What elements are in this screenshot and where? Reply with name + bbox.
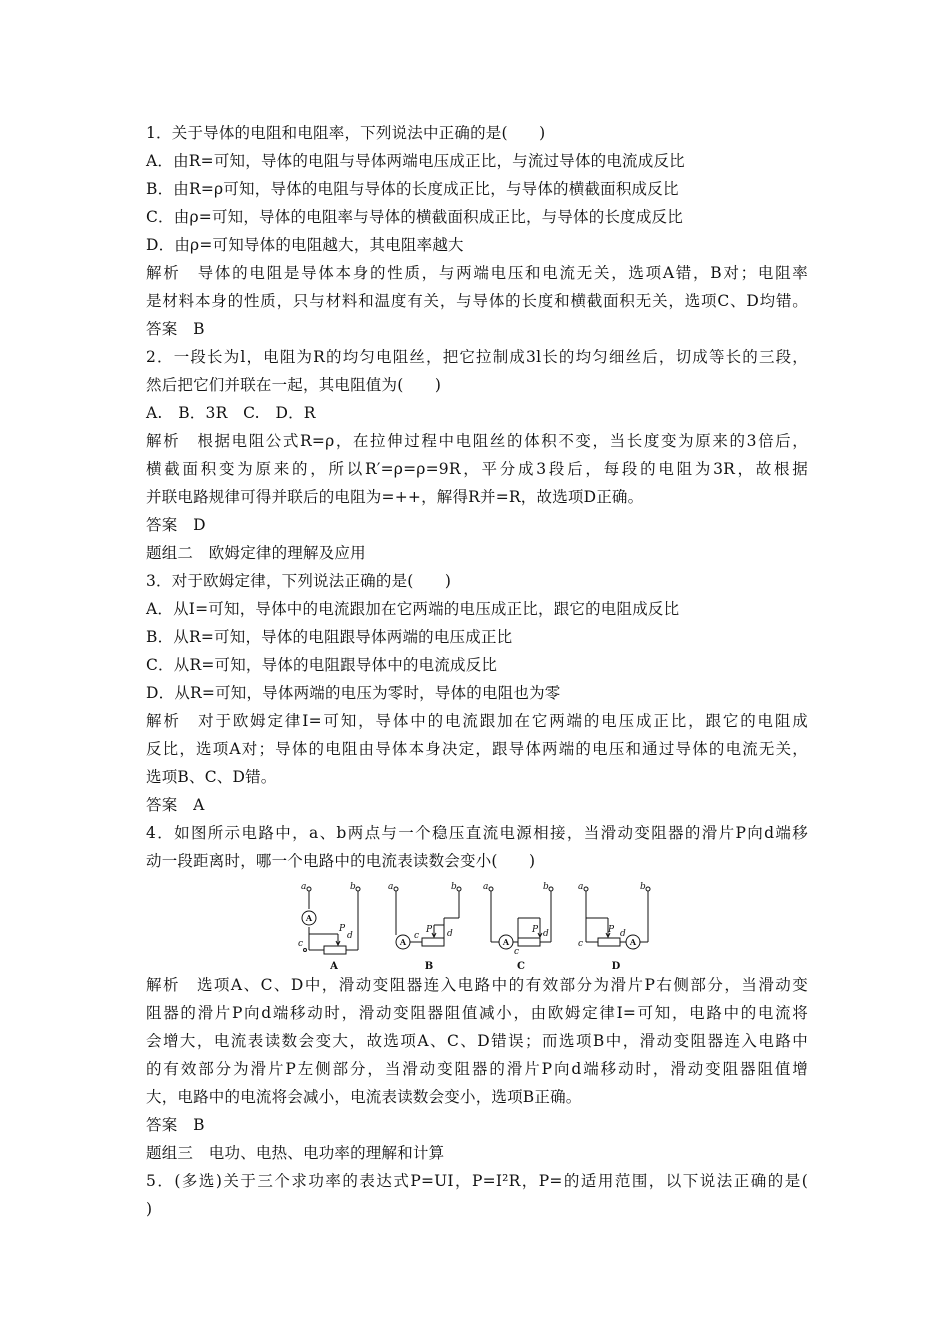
- label-a-terminal-d: d: [347, 931, 353, 941]
- label-b-terminal-d: d: [447, 929, 453, 939]
- q3-analysis-line-1: 解析 对于欧姆定律I=可知，导体中的电流跟加在它两端的电压成正比，跟它的电阻成: [146, 712, 808, 730]
- label-c-terminal-b: b: [543, 882, 549, 892]
- q3-option-c: C．从R=可知，导体的电阻跟导体中的电流成反比: [146, 656, 498, 674]
- q4-analysis-line-4: 的有效部分为滑片P左侧部分，当滑动变阻器的滑片P向d端移动时，滑动变阻器阻值增: [146, 1060, 808, 1078]
- group-2-heading: 题组二 欧姆定律的理解及应用: [146, 544, 366, 562]
- q1-option-b: B．由R=ρ可知，导体的电阻与导体的长度成正比，与导体的横截面积成反比: [146, 180, 679, 198]
- label-d-terminal-b: b: [640, 882, 646, 892]
- label-a-terminal-b: b: [350, 882, 356, 892]
- q4-answer: 答案 B: [146, 1116, 205, 1134]
- q3-option-a: A．从I=可知，导体中的电流跟加在它两端的电压成正比，跟它的电阻成反比: [146, 600, 680, 618]
- ammeter-d-symbol: A: [629, 937, 637, 947]
- label-c-terminal-c: c: [514, 947, 520, 957]
- label-c-terminal-d: d: [543, 929, 549, 939]
- q4-analysis-line-5: 大，电路中的电流将会减小，电流表读数会变小，选项B正确。: [146, 1088, 582, 1106]
- q2-stem-line-2: 然后把它们并联在一起，其电阻值为( ): [146, 376, 442, 394]
- label-b-terminal-c: c: [414, 931, 420, 941]
- label-d-terminal-a: a: [578, 882, 584, 892]
- circuit-panel-d: [584, 887, 650, 949]
- label-d-slider: P: [608, 925, 615, 935]
- q2-analysis-line-3: 并联电路规律可得并联后的电阻为=++，解得R并=R，故选项D正确。: [146, 488, 644, 506]
- label-a-terminal-c: c: [298, 939, 304, 949]
- q2-analysis-line-2: 横截面积变为原来的，所以R′=ρ=ρ=9R，平分成3段后，每段的电阻为3R，故根据: [146, 460, 808, 478]
- q1-option-c: C．由ρ=可知，导体的电阻率与导体的横截面积成正比，与导体的长度成反比: [146, 208, 683, 226]
- q1-option-d: D．由ρ=可知导体的电阻越大，其电阻率越大: [146, 236, 464, 254]
- q5-stem-line-2: ): [146, 1200, 153, 1218]
- q3-analysis-line-2: 反比，选项A对；导体的电阻由导体本身决定，跟导体两端的电压和通过导体的电流无关，: [146, 740, 808, 758]
- q2-answer: 答案 D: [146, 516, 206, 534]
- label-c-terminal-a: a: [483, 882, 489, 892]
- q3-option-b: B．从R=可知，导体的电阻跟导体两端的电压成正比: [146, 628, 513, 646]
- group-3-heading: 题组三 电功、电热、电功率的理解和计算: [146, 1144, 445, 1162]
- label-c-slider: P: [532, 925, 539, 935]
- q4-stem-line-1: 4．如图所示电路中，a、b两点与一个稳压直流电源相接，当滑动变阻器的滑片P向d端移: [146, 824, 808, 842]
- circuit-panel-c: [489, 887, 553, 949]
- q2-stem-line-1: 2．一段长为l，电阻为R的均匀电阻丝，把它拉制成3l长的均匀细丝后，切成等长的三段，: [146, 348, 808, 366]
- q1-answer: 答案 B: [146, 320, 205, 338]
- circuit-figure: [296, 880, 658, 972]
- label-a-terminal-a: a: [301, 882, 307, 892]
- ammeter-b-symbol: A: [399, 937, 407, 947]
- q2-analysis-line-1: 解析 根据电阻公式R=ρ，在拉伸过程中电阻丝的体积不变，当长度变为原来的3倍后，: [146, 432, 808, 450]
- q1-analysis-line-2: 是材料本身的性质，只与材料和温度有关，与导体的长度和横截面积无关，选项C、D均错。: [146, 292, 808, 310]
- label-b-terminal-b: b: [451, 882, 457, 892]
- q3-option-d: D．从R=可知，导体两端的电压为零时，导体的电阻也为零: [146, 684, 561, 702]
- q1-analysis-line-1: 解析 导体的电阻是导体本身的性质，与两端电压和电流无关，选项A错，B对；电阻率: [146, 264, 808, 282]
- ammeter-c-symbol: A: [502, 937, 510, 947]
- q2-options: A. B．3R C. D．R: [146, 404, 316, 422]
- panel-label-c: C: [517, 961, 525, 972]
- q3-stem: 3．对于欧姆定律，下列说法正确的是( ): [146, 572, 452, 590]
- q3-analysis-line-3: 选项B、C、D错。: [146, 768, 277, 786]
- q5-stem-line-1: 5．(多选)关于三个求功率的表达式P=UI，P=I²R，P=的适用范围，以下说法正确的是(: [146, 1172, 808, 1190]
- q1-stem: 1．关于导体的电阻和电阻率，下列说法中正确的是( ): [146, 124, 546, 142]
- label-d-terminal-c: c: [578, 939, 584, 949]
- label-b-terminal-a: a: [388, 882, 394, 892]
- panel-label-b: B: [424, 961, 434, 972]
- ammeter-a-symbol: A: [305, 913, 313, 923]
- q3-answer: 答案 A: [146, 796, 205, 814]
- label-b-slider: P: [426, 925, 433, 935]
- panel-label-d: D: [611, 961, 621, 972]
- label-d-terminal-d: d: [620, 929, 626, 939]
- q4-analysis-line-1: 解析 选项A、C、D中，滑动变阻器连入电路中的有效部分为滑片P右侧部分，当滑动变: [146, 976, 808, 994]
- panel-label-a: A: [330, 961, 338, 972]
- q4-analysis-line-2: 阻器的滑片P向d端移动时，滑动变阻器阻值减小，由欧姆定律I=可知，电路中的电流将: [146, 1004, 808, 1022]
- q4-stem-line-2: 动一段距离时，哪一个电路中的电流表读数会变小( ): [146, 852, 536, 870]
- label-a-slider: P: [339, 924, 346, 934]
- q1-option-a: A．由R=可知，导体的电阻与导体两端电压成正比，与流过导体的电流成反比: [146, 152, 685, 170]
- q4-analysis-line-3: 会增大，电流表读数会变大，故选项A、C、D错误；而选项B中，滑动变阻器连入电路中: [146, 1032, 808, 1050]
